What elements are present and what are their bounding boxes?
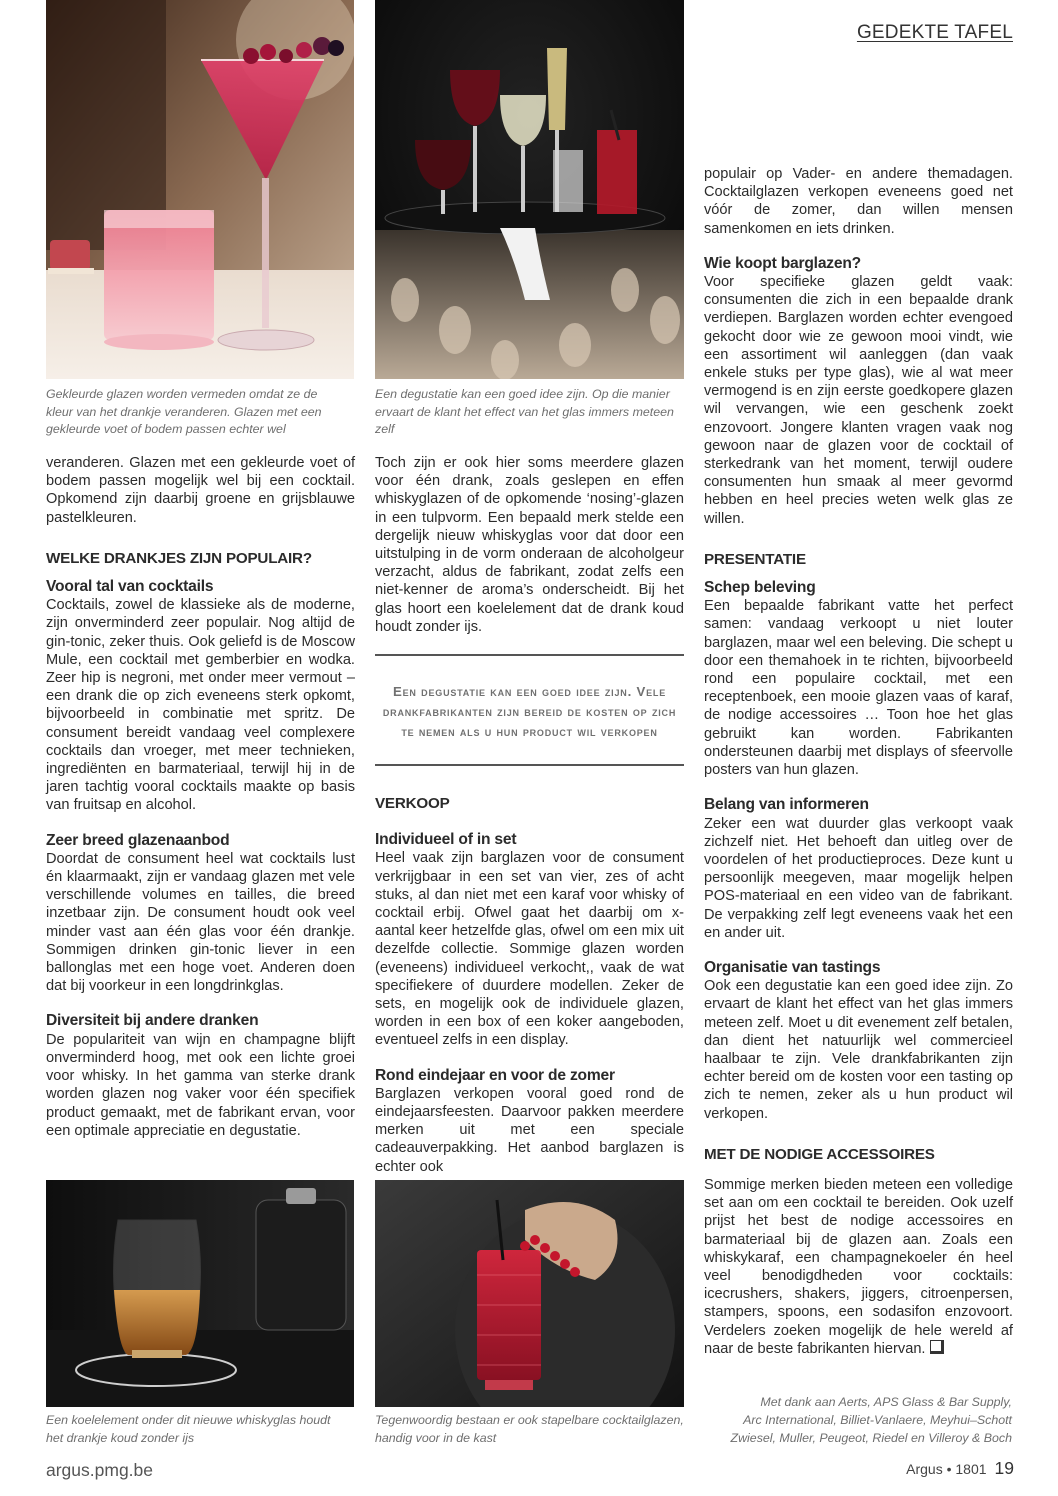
paragraph-whisky-glasses: Toch zijn er ook hier soms meerdere glazen voor één drank, zoals geslepen en effen whiskyglazen of de opkomende ‘nosing’-glazen in een tulpvorm. Een bepaald merk stelde een dergelijk nieuw whiskyglas voor dat door een uitstulping in de vorm onderaan de alcoholgeur verzacht, aldus de fabrikant, zodat zelfs een niet-kenner de aroma’s onderscheidt. Bij het glas hoort een koelelement dat de drank koud houdt zonder ijs. [375, 455, 684, 635]
paragraph-informing: Zeker een wat duurder glas verkoopt vaak zichzelf niet. Het behoeft dan uitleg over de voordelen of het productieproces. Deze kunt u persoonlijk meegeven, maar mogelijk helpen POS-materiaal en een video van de fabrikant. De verpakking zelf legt eveneens vaak het een en ander uit. [704, 815, 1013, 941]
heading-popular-drinks: WELKE DRANKJES ZIJN POPULAIR? [46, 549, 312, 567]
pull-quote: Een degustatie kan een goed idee zijn. Vele drankfabrikanten zijn bereid de kosten op zich te nemen als u hun product wil verkopen [375, 654, 684, 766]
section-tag: GEDEKTE TAFEL [856, 22, 1013, 43]
paragraph-experience: Een bepaalde fabrikant vatte het perfect samen: vandaag verkoopt u niet louter barglazen, maar wel een beleving. Die schept u door een themahoek in te richten, bijvoorbeeld rond een populaire cocktail, met een receptenboek, een mooie glazen vaas of karaf, de nodige accessoires … Toon hoe het glas gebruikt kan worden. Fabrikanten ondersteunen daarbij met displays of sfeervolle posters van hun glazen. [704, 598, 1013, 779]
credits [692, 1393, 1012, 1447]
end-mark-icon [930, 1340, 944, 1354]
photo-tray-caption: Een degustatie kan een goed idee zijn. Op die manier ervaart de klant het effect van het glas immers meteen zelf [375, 387, 674, 436]
subheading-tastings: Organisatie van tastings [704, 958, 881, 976]
credits-line: Met dank aan Aerts, APS Glass & Bar Supply, [760, 1395, 1012, 1409]
paragraph-individual-set: Heel vaak zijn barglazen voor de consument verkrijgbaar in een set van vier, zes of acht stuks, al dan niet met een karaf voor whisky of cocktail erbij. Ofwel gaat het daarbij om x-aantal keer hetzelfde glas, ofwel om een mix uit dezelfde collectie. Sommige glazen worden (eveneens) individueel verkocht,, vaak de wat specifiekere of duurdere modellen. Zeker de sets, en mogelijk ook de individuele glazen, worden in een box of een koker aangeboden, eventueel zelfs in een display. [375, 850, 684, 1049]
heading-sales: VERKOOP [375, 795, 450, 812]
issue-label: Argus • 1801 [906, 1461, 987, 1477]
column-2-lower [375, 795, 684, 1176]
footer-website-link[interactable]: argus.pmg.be [46, 1460, 154, 1480]
paragraph-intro: veranderen. Glazen met een gekleurde voet of bodem passen mogelijk wel bij een cocktail. Opkomend zijn daarbij groene en grijsblauwe pastelkleuren. [46, 455, 355, 526]
column-1 [46, 454, 355, 1140]
page-number: 19 [994, 1458, 1014, 1478]
photo-stackable-caption: Tegenwoordig bestaan er ook stapelbare cocktailglazen, handig voor in de kast [375, 1413, 684, 1445]
subheading-other-drinks: Diversiteit bij andere dranken [46, 1012, 259, 1030]
column-3 [704, 165, 1013, 1358]
photo-tray-glasses [375, 0, 684, 379]
photo-whisky-caption: Een koelelement onder dit nieuwe whiskyglas houdt het drankje koud zonder ijs [46, 1413, 331, 1445]
paragraph-accessories [704, 1176, 1013, 1358]
photo-cocktail-glasses [46, 0, 354, 379]
heading-presentation: PRESENTATIE [704, 550, 806, 568]
column-2 [375, 454, 684, 636]
subheading-who-buys: Wie koopt barglazen? [704, 254, 862, 272]
paragraph-glass-range: Doordat de consument heel wat cocktails lust én klaarmaakt, zijn er vandaag glazen met vele verschillende volumes en tailles, die breed inzetbaar zijn. De consument houdt ook veel minder vast aan één glas voor één drankje. Sommigen drinken gin-tonic liever in een ballonglas met een hoge voet. Anderen doen dat bij voorkeur in een longdrinkglas. [46, 850, 355, 995]
paragraph-theme-days: populair op Vader- en andere themadagen. Cocktailglazen verkopen eveneens goed net vóór de zomer, dan willen mensen samenkomen en iets drinken. [704, 166, 1013, 237]
subheading-year-end: Rond eindejaar en voor de zomer [375, 1066, 615, 1084]
heading-accessories: MET DE NODIGE ACCESSOIRES [704, 1145, 935, 1163]
footer-issue [906, 1458, 1014, 1479]
credits-line: Arc International, Billiet-Vanlaere, Meyhui–Schott [743, 1413, 1012, 1427]
paragraph-year-end: Barglazen verkopen vooral goed rond de eindejaarsfeesten. Daarvoor pakken meerdere merken uit met een speciale cadeauverpakking. Het aanbod barglazen is echter ook [375, 1085, 684, 1175]
subheading-individual-set: Individueel of in set [375, 831, 517, 849]
photo-whisky-glass [46, 1180, 354, 1407]
paragraph-other-drinks: De populariteit van wijn en champagne blijft onverminderd hoog, met ook een lichte groei voor whisky. In het gamma van sterke drank worden glazen nog vaker voor één specifiek product gemaakt, met de fabrikant ervan, voor een optimale appreciatie en degustatie. [46, 1031, 355, 1139]
subheading-experience: Schep beleving [704, 579, 816, 597]
photo-stackable-glass [375, 1180, 684, 1407]
paragraph-accessories-text: Sommige merken bieden meteen een volledige set aan om een cocktail te bereiden. Ook uzelf prijst het best de nodige accessoires en barmateriaal bij de glazen aan. Zoals een whiskykaraf, een champagnekoeler én heel veel benodigdheden voor cocktails: icecrushers, shakers, jiggers, citroenpersen, stampers, spoons, een sodasifon enzovoort. Verdelers zoeken mogelijk de hele wereld af naar de beste fabrikanten hiervan. [704, 1176, 1013, 1357]
paragraph-cocktails: Cocktails, zowel de klassieke als de moderne, zijn onverminderd zeer populair. Nog altijd de gin-tonic, zeker thuis. Ook geliefd is de Moscow Mule, een cocktail met gemberbier en wodka. Zeer hip is negroni, met onder meer vermout – een drank die op zich eveneens sterk opkomt, bijvoorbeeld in combinatie met spritz. De consument bereidt vandaag veel complexere cocktails dan vroeger, met meer technieken, ingrediënten en barmateriaal, terwijl hij in de jaren tachtig vooral cocktails maakte op basis van fruitsap en alcohol. [46, 597, 355, 814]
paragraph-tastings: Ook een degustatie kan een goed idee zijn. Zo ervaart de klant het effect van het glas immers meteen zelf. Moet u dit evenement zelf betalen, dan dient het natuurlijk wel commercieel haalbaar te zijn. Vele drankfabrikanten zijn echter bereid om de kosten voor een tasting op zich te nemen, zeker als u hun product wil verkopen. [704, 978, 1013, 1122]
credits-line: Zwiesel, Muller, Peugeot, Riedel en Villeroy & Boch [730, 1431, 1012, 1445]
subheading-glass-range: Zeer breed glazenaanbod [46, 831, 230, 849]
subheading-cocktails: Vooral tal van cocktails [46, 578, 214, 596]
subheading-informing: Belang van informeren [704, 796, 869, 814]
photo-cocktail-caption: Gekleurde glazen worden vermeden omdat ze de kleur van het drankje veranderen. Glazen met een gekleurde voet of bodem passen echter wel [46, 387, 322, 436]
paragraph-who-buys: Voor specifieke glazen geldt vaak: consumenten die zich in een bepaalde drank verdiepen. Barglazen worden echter evengoed gekocht door wie ze gewoon mooi vindt, wie een assortiment wil aanleggen (dan vaak enkele stuks per type glas), wie al wat meer vermogend is en zijn eerste goedkopere glazen wil vervangen, wie een geschenk zoekt enzovoort. Jongere klanten vragen vaak nog gewoon naar de glazen voor de cocktail of sterkedrank van het moment, terwijl oudere consumenten hun smaak al meer gevormd hebben en heel precies weten welk glas ze willen. [704, 274, 1013, 527]
